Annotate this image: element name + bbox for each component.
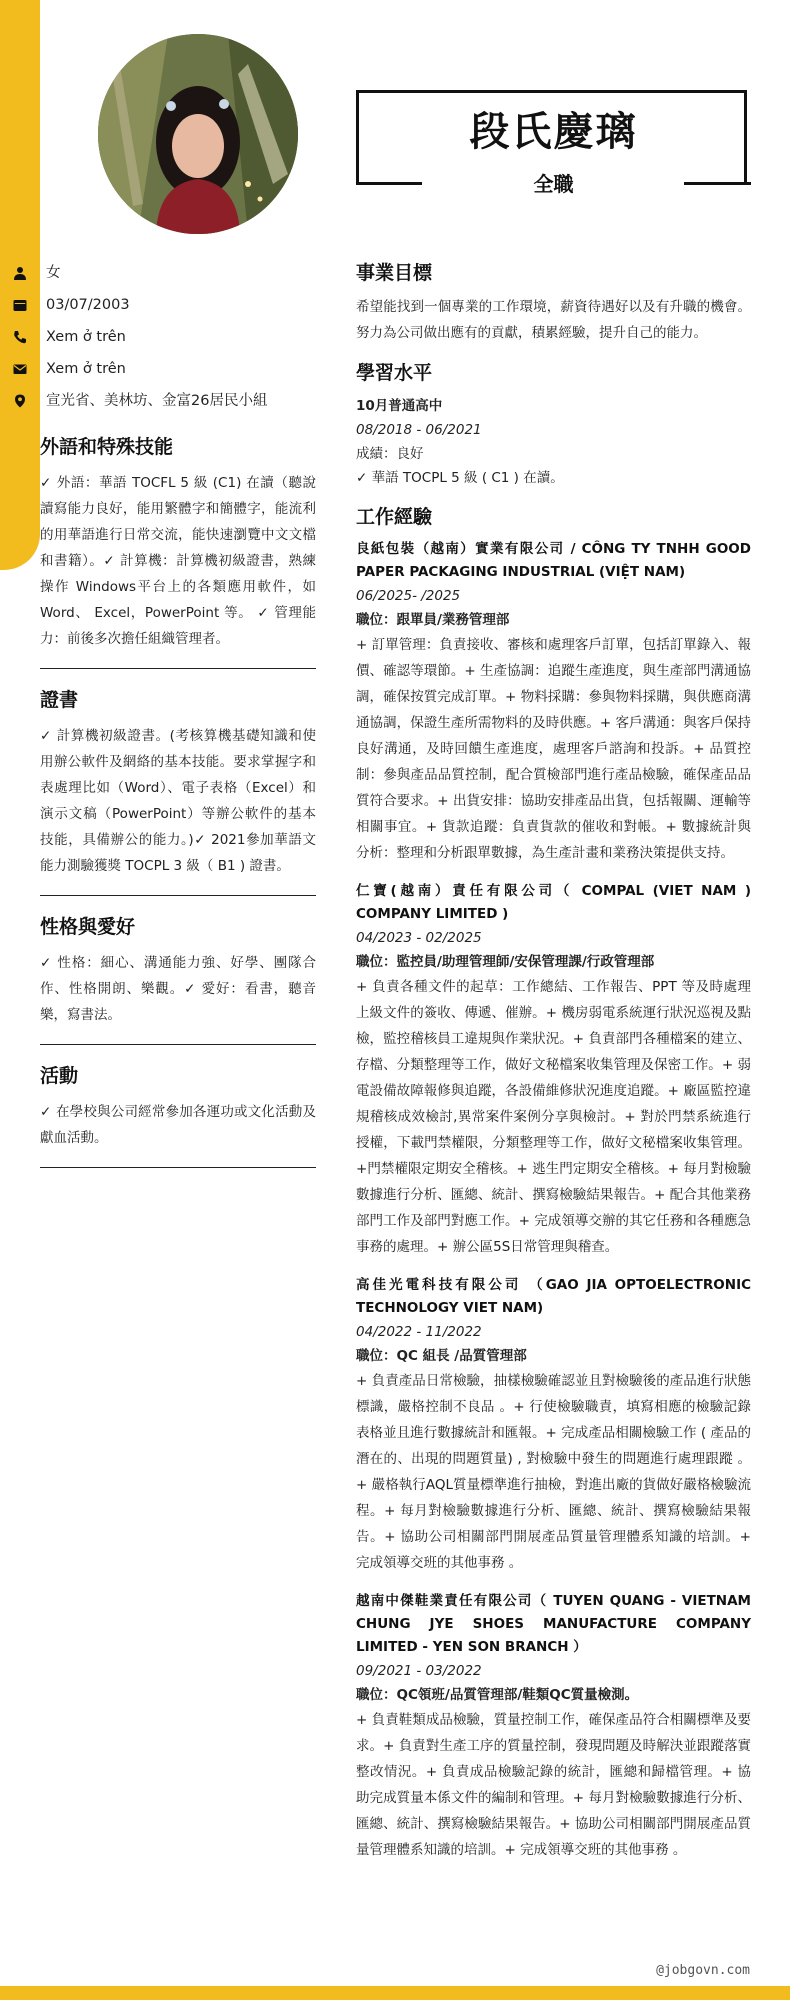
job-entry [356, 1590, 751, 1863]
job-position: 職位：監控員/助理管理師/安保管理課/行政管理部 [356, 954, 655, 970]
job-position: 職位：QC領班/品質管理部/鞋類QC質量檢測。 [356, 1687, 639, 1703]
job-date: 04/2022 - 11/2022 [356, 1324, 482, 1340]
job-description: + 負責鞋類成品檢驗，質量控制工作，確保產品符合相關標準及要求。+ 負責對生產工序的質量控制，發現問題及時解決並跟蹤落實整改情況。+ 負責成品檢驗記錄的統計，匯總和歸檔管理。+ 協助完成質量本係文件的編制和管理。+ 每月對檢驗數據進行分析、匯總、統計、撰寫檢驗結果報告。+ 協助公司相關部門開展產品質量管理體系知識的培訓。+ 完成領導交班的其他事務 。 [356, 1712, 751, 1858]
section-body: ✓ 計算機初級證書。(考核算機基礎知識和使用辦公軟件及網絡的基本技能。要求掌握字和表處理比如（Word）、電子表格（Excel）和演示文稿（PowerPoint）等辦公軟件的基本技能，具備辦公的能力。)✓ 2021參加華語文能力測驗獲獎 TOCPL 3 級（ B1 ) 證書。 [40, 728, 316, 874]
job-entry [356, 538, 751, 866]
section-body: ✓ 外語：華語 TOCFL 5 級 (C1) 在讀（聽說讀寫能力良好，能用繁體字和簡體字，能流利的用華語進行日常交流，能快速瀏覽中文文檔和書籍）。✓ 計算機：計算機初級證書，熟練操作 Windows平台上的各類應用軟件，如 Word、 Excel，PowerPoint 等。 ✓ 管理能力：前後多次擔任組織管理者。 [40, 475, 316, 647]
birthday-value: 03/07/2003 [46, 297, 130, 313]
job-position: 職位：QC 組長 /品質管理部 [356, 1348, 527, 1364]
personality-section [40, 914, 316, 1045]
info-gender [40, 258, 316, 290]
address-value: 宣光省、美林坊、金富26居民小組 [46, 393, 268, 409]
left-sections [40, 434, 316, 1186]
job-description: + 訂單管理：負責接收、審核和處理客戶訂單，包括訂單錄入、報價、確認等環節。+ 生產協調：追蹤生產進度，與生產部門溝通協調，確保按質完成訂單。+ 物料採購：參與物料採購，與供應商溝通協調，保證生產所需物料的及時供應。+ 客戶溝通：與客戶保持良好溝通，及時回饋生產進度，處理客戶諮詢和投訴。+ 品質控制：參與產品品質控制，配合質檢部門進行產品檢驗，確保產品品質符合要求。+ 出貨安排：協助安排產品出貨，包括報關、運輸等相關事宜。+ 貨款追蹤：負責貨款的催收和對帳。+ 數據統計與分析：整理和分析跟單數據，為生產計畫和業務決策提供支持。 [356, 637, 751, 861]
location-icon [0, 392, 40, 410]
section-title: 學習水平 [356, 362, 433, 384]
school-name: 10月普通高中 [356, 398, 443, 414]
section-title: 事業目標 [356, 262, 433, 284]
job-date: 06/2025- /2025 [356, 588, 461, 604]
bottom-accent-bar [0, 1986, 790, 2000]
job-company: 越南中傑鞋業責任有限公司（ TUYEN QUANG - VIETNAM CHUNG JYE SHOES MANUFACTURE COMPANY LIMITED - YEN SON BRANCH ） [356, 1593, 751, 1655]
info-address [40, 386, 316, 418]
job-description: + 負責產品日常檢驗，抽樣檢驗確認並且對檢驗後的產品進行狀態標識，嚴格控制不良品 。+ 行使檢驗職責，填寫相應的檢驗記錄表格並且進行數據統計和匯報。+ 完成產品相關檢驗工作 ( 產品的潛在的、出現的問題質量) , 對檢驗中發生的問題進行處理跟蹤 。+ 嚴格執行AQL質量標準進行抽檢，對進出廠的貨做好嚴格檢驗流程。+ 每月對檢驗數據進行分析、匯總、統計、撰寫檢驗結果報告。+ 協助公司相關部門開展產品質量管理體系知識的培訓。+ 完成領導交班的其他事務 。 [356, 1373, 751, 1571]
section-title: 工作經驗 [356, 506, 433, 528]
certificates-section [40, 687, 316, 896]
job-description: + 負責各種文件的起草：工作總結、工作報告、PPT 等及時處理上級文件的簽收、傳遞、催辦。+ 機房弱電系統運行狀況巡視及點檢，監控稽核員工違規與作業狀況。+ 負責部門各種檔案的建立、存檔、分類整理等工作，做好文秘檔案收集管理及保密工作。+ 弱電設備故障報修與追蹤，各設備維修狀況進度追蹤。+ 廠區監控違規稽核成效檢討,異常案件案例分享與檢討。+ 對於門禁系統進行授權，下載門禁權限，分類整理等工作，做好文秘檔案收集管理。+門禁權限定期安全稽核。+ 逃生門定期安全稽核。+ 每月對檢驗數據進行分析、匯總、統計、撰寫檢驗結果報告。+ 配合其他業務部門工作及部門對應工作。+ 完成領導交辦的其它任務和各種應急事務的處理。+ 辦公區5S日常管理與稽查。 [356, 979, 751, 1255]
candidate-name: 段氏慶璃 [469, 109, 638, 155]
job-company: 良紙包裝（越南）實業有限公司 / CÔNG TY TNHH GOOD PAPER PACKAGING INDUSTRIAL (VIỆT NAM) [356, 541, 751, 580]
user-icon [0, 264, 40, 282]
job-position: 職位：跟單員/業務管理部 [356, 612, 510, 628]
gender-value: 女 [46, 265, 61, 281]
job-company: 高佳光電科技有限公司 （GAO JIA OPTOELECTRONIC TECHNOLOGY VIET NAM) [356, 1277, 751, 1316]
info-email [40, 354, 316, 386]
education-grade: 成績：良好 [356, 446, 424, 462]
job-company: 仁寶(越南）責任有限公司（ COMPAL (VIET NAM ) COMPANY LIMITED ) [356, 883, 751, 922]
job-entry [356, 1274, 751, 1576]
education-section [356, 358, 751, 490]
experience-section [356, 502, 751, 1863]
mail-icon [0, 360, 40, 378]
avatar [98, 34, 298, 234]
job-entry [356, 880, 751, 1260]
job-date: 09/2021 - 03/2022 [356, 1663, 482, 1679]
right-sections [356, 258, 751, 1877]
job-type: 全職 [533, 172, 574, 196]
info-birthday [40, 290, 316, 322]
email-value: Xem ở trên [46, 361, 126, 377]
watermark: @jobgovn.com [656, 1963, 750, 1978]
contact-info [40, 258, 316, 418]
phone-value: Xem ở trên [46, 329, 126, 345]
objective-body: 希望能找到一個專業的工作環境，薪資待遇好以及有升職的機會。努力為公司做出應有的貢獻，積累經驗，提升自己的能力。 [356, 299, 751, 341]
job-date: 04/2023 - 02/2025 [356, 930, 482, 946]
section-title: 性格與愛好 [40, 916, 136, 938]
education-note: ✓ 華語 TOCPL 5 級 ( C1 ) 在讀。 [356, 470, 564, 486]
education-date: 08/2018 - 06/2021 [356, 422, 482, 438]
avatar-photo [98, 34, 298, 234]
info-phone [40, 322, 316, 354]
section-body: ✓ 性格：細心、溝通能力強、好學、團隊合作、性格開朗、樂觀。✓ 愛好：看書，聽音樂，寫書法。 [40, 955, 316, 1023]
calendar-icon [0, 296, 40, 314]
section-body: ✓ 在學校與公司經常參加各運功或文化活動及獻血活動。 [40, 1104, 316, 1146]
section-title: 外語和特殊技能 [40, 436, 174, 458]
skills-section [40, 434, 316, 669]
section-title: 證書 [40, 689, 79, 711]
phone-icon [0, 328, 40, 346]
section-title: 活動 [40, 1065, 79, 1087]
accent-strip [0, 0, 40, 570]
objective-section [356, 258, 751, 346]
activities-section [40, 1063, 316, 1168]
